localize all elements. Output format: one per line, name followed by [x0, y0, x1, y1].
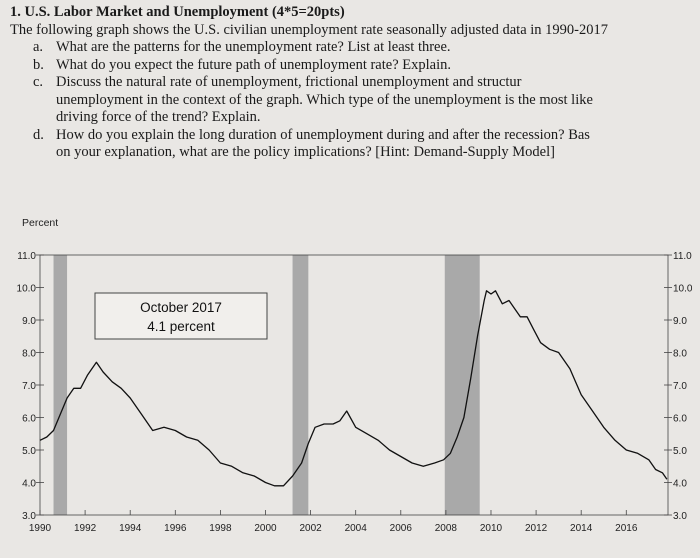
- y-tick-label-left: 11.0: [17, 251, 36, 262]
- annotation-box: [95, 293, 267, 339]
- y-tick-label-right: 10.0: [673, 283, 693, 295]
- item-label: b.: [33, 56, 44, 73]
- question-intro: The following graph shows the U.S. civilian unemployment rate seasonally adjusted data in 1990-2017: [10, 21, 609, 38]
- item-label: a.: [33, 39, 44, 55]
- x-tick-label: 2010: [479, 523, 503, 534]
- question-title: 1. U.S. Labor Market and Unemployment (4*5=20pts): [10, 4, 345, 20]
- x-tick-label: 1996: [164, 523, 187, 534]
- annotation-date: October 2017: [140, 300, 222, 315]
- x-tick-label: 2008: [434, 523, 458, 534]
- x-tick-label: 2000: [254, 523, 277, 534]
- x-tick-label: 1994: [119, 523, 142, 534]
- y-tick-label-right: 7.0: [673, 381, 687, 392]
- y-tick-label-left: 10.0: [16, 283, 36, 295]
- y-tick-label-left: 3.0: [22, 511, 36, 522]
- item-line: What are the patterns for the unemployment rate? List at least three.: [56, 39, 451, 55]
- x-tick-label: 2016: [615, 523, 638, 534]
- y-tick-label-right: 9.0: [673, 316, 687, 327]
- y-tick-label-right: 5.0: [673, 446, 687, 457]
- recession-band: [54, 255, 68, 515]
- x-tick-label: 2014: [570, 523, 593, 534]
- item-label: d.: [33, 126, 44, 143]
- question-text: [8, 4, 698, 162]
- y-tick-label-left: 5.0: [22, 446, 36, 457]
- x-tick-label: 1998: [209, 523, 232, 534]
- y-tick-label-right: 4.0: [673, 478, 687, 490]
- recession-band: [445, 255, 480, 515]
- question-item-d: [8, 127, 698, 162]
- y-tick-label-right: 3.0: [673, 511, 687, 522]
- x-tick-label: 2002: [299, 523, 322, 534]
- item-line: How do you explain the long duration of unemployment during and after the recession? Bas: [56, 126, 590, 143]
- x-tick-label: 1990: [28, 523, 52, 534]
- unemployment-chart: [0, 212, 700, 553]
- y-tick-label-right: 11.0: [673, 251, 692, 262]
- item-line: What do you expect the future path of unemployment rate? Explain.: [56, 56, 451, 73]
- question-item-a: [8, 39, 698, 57]
- y-tick-label-left: 4.0: [22, 478, 36, 490]
- item-line: unemployment in the context of the graph. Which type of the unemployment is the most like: [56, 91, 593, 108]
- item-label: c.: [33, 74, 44, 90]
- y-axis-label: Percent: [22, 217, 59, 229]
- chart-svg: [0, 212, 700, 553]
- y-tick-label-left: 9.0: [22, 316, 36, 327]
- question-item-c: [8, 74, 698, 127]
- x-tick-label: 1992: [73, 523, 97, 534]
- y-tick-label-right: 6.0: [673, 413, 687, 425]
- y-tick-label-left: 6.0: [22, 413, 36, 425]
- question-item-b: [8, 57, 698, 75]
- y-tick-label-left: 8.0: [22, 348, 36, 360]
- y-tick-label-right: 8.0: [673, 348, 687, 360]
- item-line: driving force of the trend? Explain.: [56, 109, 261, 125]
- x-tick-label: 2004: [344, 523, 367, 534]
- x-tick-label: 2006: [389, 523, 412, 534]
- recession-band: [293, 255, 309, 515]
- item-line: on your explanation, what are the policy implications? [Hint: Demand-Supply Model]: [56, 144, 555, 160]
- annotation-value: 4.1 percent: [147, 319, 215, 334]
- x-tick-label: 2012: [524, 523, 548, 534]
- item-line: Discuss the natural rate of unemployment, frictional unemployment and structur: [56, 74, 522, 90]
- y-tick-label-left: 7.0: [22, 381, 36, 392]
